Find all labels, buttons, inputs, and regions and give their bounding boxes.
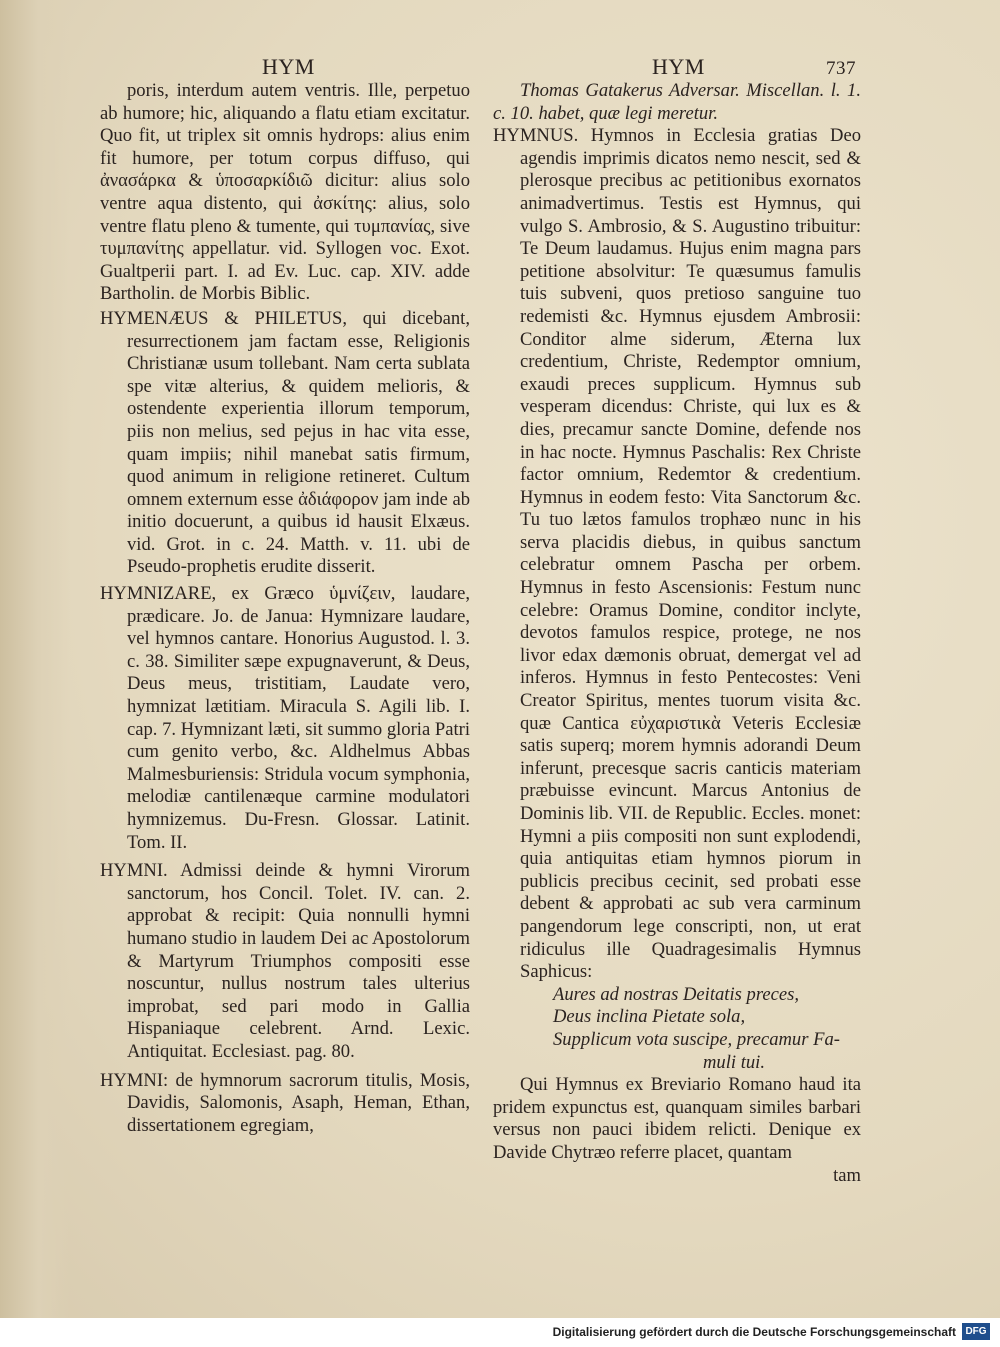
- left-paragraph: HYMNI. Admissi deinde & hymni Virorum sanctorum, hos Concil. Tolet. IV. can. 2. approbat & recipit: Quia nonnulli hymni humano studio in laudem Dei ac Apostolorum & Martyrum Triumphos compositi esse noscuntur, nullus nostrum tales ulterius improbat, sed pari modo in Gallia Hispaniaque celebrent. Arnd. Lexic. Antiquitat. Ecclesiast. pag. 80.: [100, 860, 470, 1062]
- catchword: tam: [833, 1164, 861, 1186]
- page-number: 737: [826, 58, 856, 79]
- verse-line: Aures ad nostras Deitatis preces,: [553, 983, 800, 1005]
- left-paragraph: HYMNIZARE, ex Græco ὑμνίζειν, laudare, prædicare. Jo. de Janua: Hymnizare laudare, vel hymnos cantare. Honorius Augustod. l. 3. c. 38. Similiter sæpe expugnaverunt, & Deus, Deus meus, tristitiam, Laudate vero, hymnizat lætitiam. Miracula S. Agili lib. I. cap. 7. Hymnizant læti, sit summo gloria Patri cum genito verbo, &c. Aldhelmus Abbas Malmesburiensis: Stridula vocum symphonia, melodiæ cantilenæque carmine modulatori hymnizemus. Du-Fresn. Glossar. Latinit. Tom. II.: [100, 583, 470, 853]
- dfg-logo: DFG: [962, 1323, 990, 1340]
- right-hymnus-entry: HYMNUS. Hymnos in Ecclesia gratias Deo agendis imprimis dicatos nemo nescit, sed & plerosque precibus ac petitionibus exornatos animadvertimus. Testis est Hymnus, qui vulgo S. Ambrosio, & S. Augustino tribuitur: Te Deum laudamus. Hujus enim magna pars petitione absolvitur: Te quæsumus famulis tuis subveni, quos pretioso sanguine tuo redemisti &c. Hymnus ejusdem Ambrosii: Conditor alme siderum, Æterna lux credentium, Christe, Redemptor omnium, exaudi preces supplicum. Hymnus sub vesperam dicendus: Christe, qui lux es & dies, precamur sancte Domine, defende nos in hac nocte. Hymnus Paschalis: Rex Christe factor omnium, Redemtor & credentium. Hymnus in eodem festo: Vita Sanctorum &c. Tu tuo lætos famulos trophæo nunc in his serva placidis diebus, in quibus sanctum celebratur omnem Pascha per orbem. Hymnus in festo Ascensionis: Festum nunc celebre: Oramus Domine, conditor inclyte, devotos famulos respice, protege, ne nos livor edax dæmonis obruat, demergat vel ad inferos. Hymnus in festo Pentecostes: Veni Creator Spiritus, mentes tuorum visita &c. quæ Cantica εὐχαριστικὰ Veteris Ecclesiæ satis superq; morem hymnis adorandi Deum inferunt, precesque sacris canticis materiam præbuisse evincunt. Marcus Antonius de Dominis lib. VII. de Republic. Eccles. monet: Hymni a piis compositi non sunt explodendi, quia antiquitas etiam hymnos piorum in publicis precibus cecinit, sed probati esse debent & approbati ac sub vera carminum pangendorum lege conscripti, non, ut erat ridiculus ille Quadragesimalis Hymnus Saphicus:: [493, 125, 861, 983]
- page-fold-shadow: [0, 0, 70, 1318]
- left-paragraph: poris, interdum autem ventris. Ille, perpetuo ab humore; hic, aliquando a flatu etiam excitatur. Quo fit, ut triplex sit omnis hydrops: alius enim fit humore, per totum corpus diffuso, qui ἀνασάρκα & ὑποσαρκίδιῶ dicitur: alius solo ventre aqua distento, qui ἀσκίτης: alius, solo ventre flatu pleno & tumente, qui τυμπανίας, sive τυμπανίτης appellatur. vid. Syllogen voc. Exot. Gualtperii part. I. ad Ev. Luc. cap. XIV. adde Bartholin. de Morbis Biblic.: [100, 80, 470, 305]
- left-paragraph: HYMENÆUS & PHILETUS, qui dicebant, resurrectionem jam factam esse, Religionis Christianæ usum tollebant. Nam certa sublata spe vitæ alterius, & quidem melioris, & ostendente experientia illorum temporum, piis non melius, sed pejus in hac vita esse, quam impiis; nihil manebat satis firmum, quod animum in religione retineret. Cultum omnem externum esse ἀδιάφορον jam inde ab initio docuerunt, a quibus id hausit Elxæus. vid. Grot. in c. 24. Matth. v. 11. ubi de Pseudo-prophetis erudite disserit.: [100, 307, 470, 578]
- header-left: HYM: [262, 54, 315, 79]
- footer-credit: Digitalisierung gefördert durch die Deutsche Forschungsgemeinschaft: [552, 1325, 956, 1339]
- left-paragraph: HYMNI: de hymnorum sacrorum titulis, Mosis, Davidis, Salomonis, Asaph, Heman, Ethan, dissertationem egregiam,: [100, 1069, 470, 1136]
- right-closing: Qui Hymnus ex Breviario Romano haud ita pridem expunctus est, quanquam similes barbari versus non pauci ibidem relicti. Denique ex Davide Chytræo referre placet, quantam: [493, 1074, 861, 1163]
- right-intro: Thomas Gatakerus Adversar. Miscellan. l. 1. c. 10. habet, quæ legi meretur.: [493, 80, 861, 124]
- header-right: HYM: [652, 54, 705, 79]
- verse-line: Supplicum vota suscipe, precamur Fa-: [553, 1028, 840, 1050]
- footer-bar: [0, 1318, 1000, 1347]
- left-column: [100, 80, 470, 1137]
- right-column: [493, 80, 861, 1187]
- verse-line: Deus inclina Pietate sola,: [553, 1006, 746, 1028]
- verse-block: [493, 984, 861, 1074]
- verse-line: muli tui.: [703, 1051, 765, 1073]
